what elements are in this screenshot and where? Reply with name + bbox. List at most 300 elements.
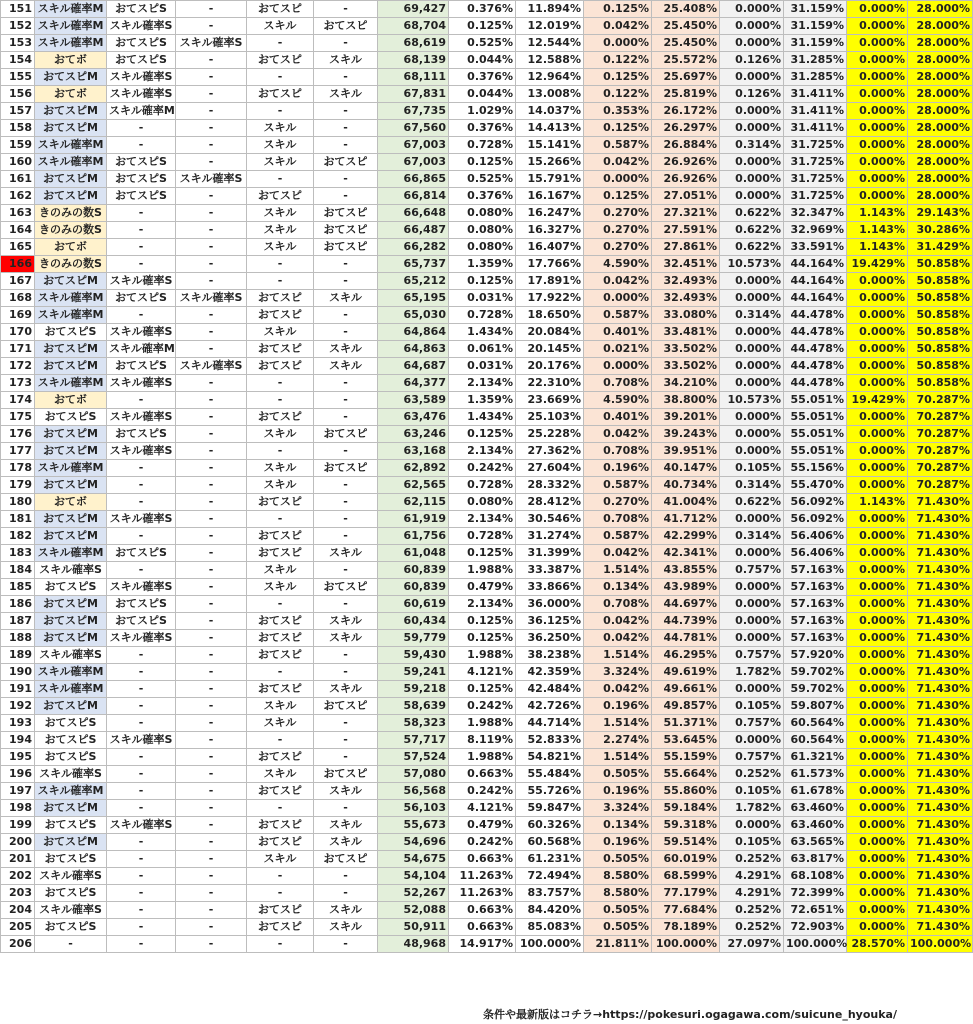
cell-pct-b: 1.514% (584, 647, 652, 664)
table-row (1, 273, 973, 290)
cell-main-2: おてスピ (314, 205, 378, 222)
cell-cum-c: 44.164% (784, 273, 847, 290)
cell-sub-skill-2: スキル確率S (107, 86, 176, 103)
cell-sub-skill-3: - (176, 154, 247, 171)
table-row (1, 698, 973, 715)
cell-sub-skill-1: おてスピM (35, 630, 107, 647)
cell-cum-d: 71.430% (908, 715, 973, 732)
cell-main-1: - (247, 103, 314, 120)
cell-pct-d: 0.000% (847, 698, 908, 715)
cell-pct-c: 0.000% (720, 817, 784, 834)
cell-cum-d: 28.000% (908, 188, 973, 205)
cell-sub-skill-3: - (176, 69, 247, 86)
cell-cum-d: 71.430% (908, 613, 973, 630)
cell-rank: 153 (1, 35, 35, 52)
cell-main-2: - (314, 562, 378, 579)
cell-pct-c: 0.757% (720, 562, 784, 579)
cell-pct-b: 8.580% (584, 885, 652, 902)
cell-rank: 174 (1, 392, 35, 409)
cell-cum-b: 60.019% (652, 851, 720, 868)
cell-main-2: おてスピ (314, 698, 378, 715)
cell-pct-d: 1.143% (847, 239, 908, 256)
cell-main-2: おてスピ (314, 222, 378, 239)
cell-cum-d: 71.430% (908, 902, 973, 919)
cell-value: 60,839 (378, 562, 449, 579)
cell-sub-skill-3: - (176, 681, 247, 698)
cell-cum-d: 50.858% (908, 375, 973, 392)
cell-pct-a: 11.263% (449, 885, 516, 902)
cell-cum-d: 50.858% (908, 307, 973, 324)
cell-value: 67,560 (378, 120, 449, 137)
cell-cum-d: 70.287% (908, 460, 973, 477)
cell-sub-skill-2: - (107, 698, 176, 715)
cell-main-1: おてスピ (247, 1, 314, 18)
cell-cum-a: 36.000% (516, 596, 584, 613)
cell-cum-b: 55.159% (652, 749, 720, 766)
cell-value: 58,323 (378, 715, 449, 732)
cell-pct-a: 0.061% (449, 341, 516, 358)
cell-cum-a: 72.494% (516, 868, 584, 885)
cell-main-2: - (314, 324, 378, 341)
cell-main-1: スキル (247, 18, 314, 35)
cell-pct-d: 0.000% (847, 307, 908, 324)
cell-pct-d: 0.000% (847, 732, 908, 749)
cell-cum-a: 12.544% (516, 35, 584, 52)
cell-sub-skill-1: おてスピM (35, 443, 107, 460)
cell-pct-b: 0.587% (584, 528, 652, 545)
cell-sub-skill-1: おてスピM (35, 528, 107, 545)
cell-value: 48,968 (378, 936, 449, 953)
cell-pct-d: 0.000% (847, 800, 908, 817)
cell-sub-skill-3: - (176, 834, 247, 851)
cell-pct-c: 27.097% (720, 936, 784, 953)
cell-pct-c: 0.000% (720, 18, 784, 35)
cell-cum-b: 100.000% (652, 936, 720, 953)
cell-pct-c: 4.291% (720, 885, 784, 902)
cell-value: 56,103 (378, 800, 449, 817)
cell-value: 59,779 (378, 630, 449, 647)
table-row (1, 647, 973, 664)
cell-main-1: おてスピ (247, 290, 314, 307)
cell-main-1: - (247, 885, 314, 902)
cell-pct-a: 1.988% (449, 562, 516, 579)
cell-cum-a: 17.922% (516, 290, 584, 307)
table-row (1, 443, 973, 460)
cell-sub-skill-2: - (107, 902, 176, 919)
cell-value: 63,168 (378, 443, 449, 460)
cell-main-1: おてスピ (247, 749, 314, 766)
cell-pct-c: 0.000% (720, 409, 784, 426)
cell-pct-d: 1.143% (847, 222, 908, 239)
cell-pct-a: 2.134% (449, 596, 516, 613)
cell-cum-d: 71.430% (908, 698, 973, 715)
cell-rank: 200 (1, 834, 35, 851)
cell-cum-b: 34.210% (652, 375, 720, 392)
cell-main-2: おてスピ (314, 766, 378, 783)
cell-pct-b: 8.580% (584, 868, 652, 885)
cell-pct-d: 0.000% (847, 358, 908, 375)
cell-sub-skill-1: おてスピM (35, 120, 107, 137)
cell-pct-d: 0.000% (847, 86, 908, 103)
cell-pct-a: 0.728% (449, 307, 516, 324)
cell-sub-skill-2: - (107, 256, 176, 273)
cell-pct-b: 0.196% (584, 783, 652, 800)
cell-pct-a: 1.359% (449, 392, 516, 409)
cell-rank: 156 (1, 86, 35, 103)
cell-cum-d: 71.430% (908, 732, 973, 749)
cell-cum-b: 25.450% (652, 18, 720, 35)
cell-main-2: - (314, 443, 378, 460)
cell-cum-a: 38.238% (516, 647, 584, 664)
cell-rank: 188 (1, 630, 35, 647)
table-row (1, 188, 973, 205)
cell-cum-a: 20.084% (516, 324, 584, 341)
cell-pct-b: 0.401% (584, 324, 652, 341)
cell-main-1: おてスピ (247, 630, 314, 647)
cell-sub-skill-3: - (176, 52, 247, 69)
cell-cum-c: 57.163% (784, 613, 847, 630)
cell-main-1: スキル (247, 579, 314, 596)
cell-sub-skill-3: - (176, 817, 247, 834)
cell-cum-b: 27.861% (652, 239, 720, 256)
cell-pct-d: 0.000% (847, 477, 908, 494)
cell-pct-c: 10.573% (720, 256, 784, 273)
cell-cum-d: 28.000% (908, 171, 973, 188)
cell-pct-b: 0.505% (584, 851, 652, 868)
table-row (1, 358, 973, 375)
cell-cum-c: 44.478% (784, 375, 847, 392)
table-row (1, 885, 973, 902)
cell-sub-skill-2: スキル確率S (107, 732, 176, 749)
cell-cum-a: 23.669% (516, 392, 584, 409)
cell-cum-c: 56.406% (784, 545, 847, 562)
cell-cum-c: 72.651% (784, 902, 847, 919)
cell-sub-skill-2: スキル確率S (107, 409, 176, 426)
cell-sub-skill-3: - (176, 851, 247, 868)
cell-cum-d: 30.286% (908, 222, 973, 239)
cell-cum-c: 61.678% (784, 783, 847, 800)
cell-pct-c: 0.000% (720, 35, 784, 52)
cell-sub-skill-2: - (107, 681, 176, 698)
cell-sub-skill-2: - (107, 528, 176, 545)
cell-cum-c: 63.460% (784, 800, 847, 817)
cell-sub-skill-3: - (176, 120, 247, 137)
cell-sub-skill-1: おてスピM (35, 613, 107, 630)
cell-main-2: - (314, 647, 378, 664)
cell-rank: 196 (1, 766, 35, 783)
cell-pct-b: 0.270% (584, 222, 652, 239)
cell-cum-a: 84.420% (516, 902, 584, 919)
cell-cum-d: 71.430% (908, 749, 973, 766)
cell-cum-b: 26.926% (652, 171, 720, 188)
cell-pct-b: 0.000% (584, 290, 652, 307)
cell-sub-skill-3: - (176, 562, 247, 579)
cell-sub-skill-2: - (107, 800, 176, 817)
cell-sub-skill-2: おてスピS (107, 596, 176, 613)
cell-pct-d: 0.000% (847, 511, 908, 528)
cell-pct-b: 0.125% (584, 1, 652, 18)
cell-pct-a: 0.125% (449, 545, 516, 562)
cell-sub-skill-3: - (176, 307, 247, 324)
cell-pct-a: 11.263% (449, 868, 516, 885)
cell-pct-d: 28.570% (847, 936, 908, 953)
cell-value: 52,267 (378, 885, 449, 902)
cell-sub-skill-2: - (107, 715, 176, 732)
cell-value: 65,212 (378, 273, 449, 290)
cell-main-2: スキル (314, 783, 378, 800)
cell-pct-b: 0.042% (584, 154, 652, 171)
cell-pct-a: 0.663% (449, 851, 516, 868)
cell-main-2: スキル (314, 545, 378, 562)
cell-cum-b: 42.341% (652, 545, 720, 562)
cell-pct-d: 0.000% (847, 69, 908, 86)
cell-sub-skill-1: おてスピM (35, 273, 107, 290)
cell-value: 68,139 (378, 52, 449, 69)
cell-cum-b: 25.819% (652, 86, 720, 103)
cell-cum-c: 72.903% (784, 919, 847, 936)
cell-main-1: おてスピ (247, 902, 314, 919)
table-row (1, 290, 973, 307)
cell-sub-skill-1: おてスピM (35, 426, 107, 443)
table-row (1, 154, 973, 171)
cell-sub-skill-3: - (176, 613, 247, 630)
cell-pct-d: 0.000% (847, 341, 908, 358)
cell-pct-b: 0.000% (584, 35, 652, 52)
cell-cum-c: 57.163% (784, 630, 847, 647)
cell-sub-skill-1: おてスピS (35, 885, 107, 902)
cell-pct-b: 0.270% (584, 205, 652, 222)
cell-cum-a: 42.726% (516, 698, 584, 715)
cell-pct-c: 0.314% (720, 307, 784, 324)
cell-value: 61,048 (378, 545, 449, 562)
cell-sub-skill-2: - (107, 664, 176, 681)
cell-cum-b: 32.451% (652, 256, 720, 273)
cell-sub-skill-2: おてスピS (107, 545, 176, 562)
cell-rank: 199 (1, 817, 35, 834)
cell-value: 60,434 (378, 613, 449, 630)
cell-value: 63,246 (378, 426, 449, 443)
cell-pct-b: 0.587% (584, 137, 652, 154)
cell-value: 65,030 (378, 307, 449, 324)
cell-pct-b: 1.514% (584, 562, 652, 579)
table-row (1, 426, 973, 443)
cell-cum-b: 25.697% (652, 69, 720, 86)
cell-sub-skill-2: スキル確率S (107, 375, 176, 392)
cell-cum-b: 59.184% (652, 800, 720, 817)
cell-value: 61,756 (378, 528, 449, 545)
table-row (1, 545, 973, 562)
cell-cum-c: 31.725% (784, 154, 847, 171)
table-row (1, 579, 973, 596)
cell-main-1: - (247, 69, 314, 86)
cell-pct-c: 0.000% (720, 596, 784, 613)
cell-cum-a: 16.327% (516, 222, 584, 239)
cell-cum-b: 55.664% (652, 766, 720, 783)
cell-rank: 192 (1, 698, 35, 715)
cell-sub-skill-2: - (107, 885, 176, 902)
cell-value: 60,839 (378, 579, 449, 596)
cell-pct-d: 0.000% (847, 324, 908, 341)
cell-cum-a: 33.387% (516, 562, 584, 579)
cell-pct-c: 0.000% (720, 358, 784, 375)
cell-cum-a: 55.726% (516, 783, 584, 800)
cell-sub-skill-3: - (176, 919, 247, 936)
cell-main-1: - (247, 732, 314, 749)
cell-sub-skill-2: - (107, 766, 176, 783)
cell-pct-c: 0.000% (720, 120, 784, 137)
cell-pct-b: 0.042% (584, 630, 652, 647)
cell-value: 68,111 (378, 69, 449, 86)
cell-sub-skill-2: おてスピS (107, 188, 176, 205)
cell-rank: 155 (1, 69, 35, 86)
cell-cum-c: 61.321% (784, 749, 847, 766)
cell-value: 66,487 (378, 222, 449, 239)
cell-cum-d: 71.430% (908, 511, 973, 528)
cell-cum-c: 31.725% (784, 188, 847, 205)
table-row (1, 409, 973, 426)
cell-value: 57,080 (378, 766, 449, 783)
cell-rank: 184 (1, 562, 35, 579)
cell-pct-b: 0.125% (584, 188, 652, 205)
cell-sub-skill-1: おてスピS (35, 409, 107, 426)
cell-cum-a: 59.847% (516, 800, 584, 817)
cell-cum-d: 70.287% (908, 477, 973, 494)
cell-pct-b: 0.122% (584, 52, 652, 69)
cell-cum-a: 42.359% (516, 664, 584, 681)
cell-cum-d: 70.287% (908, 443, 973, 460)
cell-main-1: スキル (247, 222, 314, 239)
cell-cum-d: 71.430% (908, 528, 973, 545)
cell-cum-d: 50.858% (908, 324, 973, 341)
cell-rank: 165 (1, 239, 35, 256)
cell-pct-d: 0.000% (847, 783, 908, 800)
cell-cum-c: 60.564% (784, 715, 847, 732)
cell-sub-skill-3: - (176, 392, 247, 409)
cell-rank: 182 (1, 528, 35, 545)
cell-pct-c: 0.126% (720, 52, 784, 69)
cell-pct-a: 0.031% (449, 290, 516, 307)
cell-cum-c: 33.591% (784, 239, 847, 256)
cell-main-1: - (247, 35, 314, 52)
cell-cum-b: 43.989% (652, 579, 720, 596)
cell-value: 62,892 (378, 460, 449, 477)
cell-pct-a: 0.125% (449, 630, 516, 647)
cell-sub-skill-2: スキル確率S (107, 443, 176, 460)
cell-main-1: おてスピ (247, 86, 314, 103)
cell-sub-skill-1: スキル確率M (35, 460, 107, 477)
cell-pct-a: 0.125% (449, 613, 516, 630)
cell-pct-d: 0.000% (847, 630, 908, 647)
cell-rank: 161 (1, 171, 35, 188)
cell-pct-d: 0.000% (847, 545, 908, 562)
cell-cum-c: 59.807% (784, 698, 847, 715)
cell-value: 65,737 (378, 256, 449, 273)
cell-main-2: - (314, 273, 378, 290)
cell-pct-a: 0.080% (449, 494, 516, 511)
cell-cum-d: 50.858% (908, 256, 973, 273)
cell-pct-b: 0.000% (584, 358, 652, 375)
cell-main-1: おてスピ (247, 919, 314, 936)
cell-sub-skill-1: おてスピM (35, 341, 107, 358)
cell-cum-c: 44.164% (784, 256, 847, 273)
cell-pct-a: 2.134% (449, 511, 516, 528)
cell-sub-skill-2: おてスピS (107, 290, 176, 307)
cell-pct-d: 0.000% (847, 35, 908, 52)
cell-pct-c: 1.782% (720, 800, 784, 817)
cell-main-1: - (247, 800, 314, 817)
table-row (1, 307, 973, 324)
cell-pct-c: 0.000% (720, 375, 784, 392)
cell-main-2: スキル (314, 341, 378, 358)
table-row (1, 528, 973, 545)
cell-cum-d: 29.143% (908, 205, 973, 222)
cell-rank: 160 (1, 154, 35, 171)
cell-sub-skill-1: スキル確率S (35, 766, 107, 783)
cell-main-2: スキル (314, 834, 378, 851)
cell-sub-skill-3: スキル確率S (176, 171, 247, 188)
cell-main-1: スキル (247, 766, 314, 783)
cell-cum-d: 70.287% (908, 409, 973, 426)
cell-main-1: おてスピ (247, 613, 314, 630)
cell-main-1: - (247, 511, 314, 528)
cell-sub-skill-3: - (176, 239, 247, 256)
cell-cum-c: 57.163% (784, 579, 847, 596)
cell-value: 62,115 (378, 494, 449, 511)
cell-sub-skill-1: おてボ (35, 52, 107, 69)
cell-pct-b: 0.042% (584, 18, 652, 35)
cell-sub-skill-3: - (176, 375, 247, 392)
cell-cum-b: 40.734% (652, 477, 720, 494)
cell-pct-c: 0.105% (720, 460, 784, 477)
cell-cum-d: 100.000% (908, 936, 973, 953)
cell-main-1: おてスピ (247, 545, 314, 562)
cell-main-2: - (314, 120, 378, 137)
cell-pct-d: 0.000% (847, 273, 908, 290)
cell-pct-a: 0.125% (449, 426, 516, 443)
cell-rank: 180 (1, 494, 35, 511)
cell-pct-a: 0.376% (449, 188, 516, 205)
cell-pct-d: 0.000% (847, 290, 908, 307)
cell-rank: 166 (1, 256, 35, 273)
cell-sub-skill-1: おてボ (35, 392, 107, 409)
cell-main-1: スキル (247, 460, 314, 477)
cell-main-1: - (247, 273, 314, 290)
cell-value: 57,717 (378, 732, 449, 749)
cell-value: 62,565 (378, 477, 449, 494)
cell-sub-skill-2: - (107, 783, 176, 800)
cell-pct-b: 0.401% (584, 409, 652, 426)
cell-pct-d: 0.000% (847, 579, 908, 596)
table-row (1, 1, 973, 18)
cell-sub-skill-2: スキル確率S (107, 630, 176, 647)
cell-main-2: - (314, 188, 378, 205)
cell-pct-b: 0.505% (584, 902, 652, 919)
cell-main-1: スキル (247, 324, 314, 341)
cell-rank: 154 (1, 52, 35, 69)
cell-pct-c: 0.252% (720, 851, 784, 868)
cell-pct-d: 1.143% (847, 205, 908, 222)
table-row (1, 460, 973, 477)
cell-pct-a: 0.080% (449, 205, 516, 222)
cell-sub-skill-3: - (176, 273, 247, 290)
cell-value: 64,687 (378, 358, 449, 375)
cell-sub-skill-2: おてスピS (107, 613, 176, 630)
cell-pct-a: 0.080% (449, 239, 516, 256)
cell-pct-c: 0.000% (720, 273, 784, 290)
cell-pct-d: 0.000% (847, 681, 908, 698)
cell-pct-b: 0.708% (584, 511, 652, 528)
cell-pct-c: 0.622% (720, 494, 784, 511)
